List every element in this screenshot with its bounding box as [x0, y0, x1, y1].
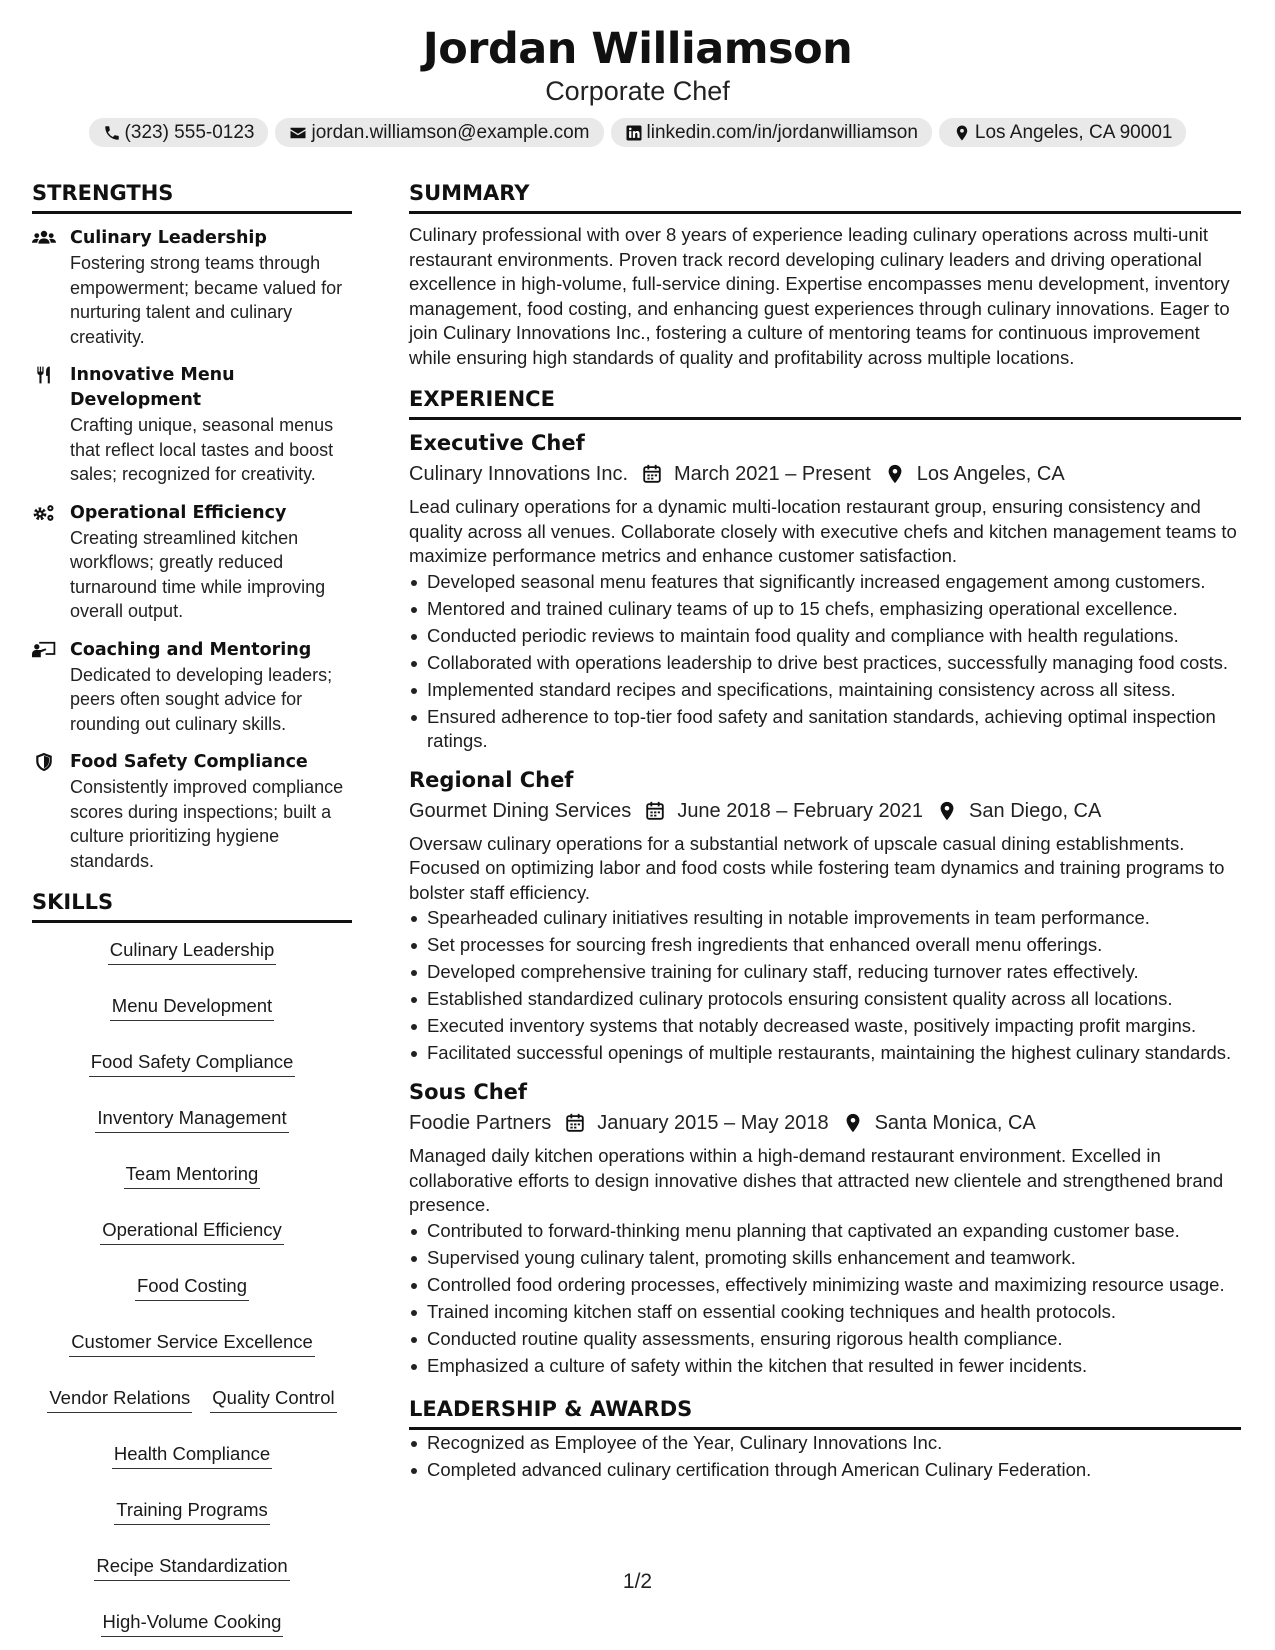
- job-bullets: [409, 1219, 1241, 1378]
- job-location: Santa Monica, CA: [874, 1112, 1036, 1134]
- job-meta: [409, 796, 1241, 826]
- strength-text: Crafting unique, seasonal menus that reflect local tastes and boost sales; recognized for creativity.: [70, 415, 334, 484]
- skill-tag: Menu Development: [110, 993, 274, 1021]
- job-bullet: Controlled food ordering processes, effectively minimizing waste and maximizing resource usage.: [409, 1273, 1241, 1297]
- strengths-heading: STRENGTHS: [32, 178, 352, 214]
- job-bullet: Ensured adherence to top-tier food safety and sanitation standards, achieving optimal inspection ratings.: [409, 705, 1241, 753]
- map-pin-icon: [953, 124, 971, 142]
- skill-tag: Food Safety Compliance: [89, 1049, 296, 1077]
- left-column: [32, 178, 352, 1637]
- job-dates: March 2021 – Present: [674, 463, 871, 485]
- envelope-icon: [289, 124, 307, 142]
- leadership-heading: LEADERSHIP & AWARDS: [409, 1394, 1241, 1430]
- job-bullet: Trained incoming kitchen staff on essential cooking techniques and health protocols.: [409, 1300, 1241, 1324]
- job-bullet: Collaborated with operations leadership to drive best practices, successfully managing food costs.: [409, 651, 1241, 675]
- contact-location-text: Los Angeles, CA 90001: [974, 121, 1173, 143]
- job-bullet: Mentored and trained culinary teams of up to 15 chefs, emphasizing operational excellence.: [409, 597, 1241, 621]
- job-bullet: Conducted routine quality assessments, ensuring rigorous health compliance.: [409, 1327, 1241, 1351]
- job-role: Regional Chef: [409, 767, 574, 792]
- skills-list: [32, 937, 352, 1637]
- job-entry: [409, 765, 1241, 1066]
- strength-item: [32, 226, 352, 349]
- job-role: Executive Chef: [409, 431, 585, 455]
- strength-item: [32, 638, 352, 737]
- strength-title: Culinary Leadership: [70, 228, 267, 248]
- contact-email[interactable]: [275, 118, 603, 147]
- candidate-title: Corporate Chef: [545, 76, 730, 106]
- page-number: 1/2: [622, 1570, 653, 1593]
- job-bullet: Conducted periodic reviews to maintain food quality and compliance with health regulations.: [409, 624, 1241, 648]
- job-role: Sous Chef: [409, 1080, 528, 1104]
- strength-text: Consistently improved compliance scores during inspections; built a culture prioritizing hygiene standards.: [70, 777, 344, 871]
- skill-tag: Team Mentoring: [124, 1161, 261, 1189]
- skill-tag: Culinary Leadership: [108, 937, 277, 965]
- job-bullet: Emphasized a culture of safety within the kitchen that resulted in fewer incidents.: [409, 1354, 1241, 1378]
- strength-text: Dedicated to developing leaders; peers often sought advice for rounding out culinary skills.: [70, 664, 333, 734]
- strength-title: Operational Efficiency: [70, 502, 287, 523]
- job-bullet: Spearheaded culinary initiatives resulting in notable improvements in team performance.: [409, 906, 1241, 930]
- contact-bar: [0, 118, 1275, 147]
- resume-header: [0, 22, 1275, 147]
- job-description: Managed daily kitchen operations within a high-demand restaurant environment. Excelled in collaborative efforts to design innovative dishes that attracted new clientele and strengthened brand presence.: [409, 1145, 1224, 1215]
- skill-tag: Health Compliance: [112, 1441, 272, 1469]
- map-pin-icon: [935, 800, 959, 822]
- strengths-list: [32, 226, 352, 873]
- strength-title: Food Safety Compliance: [70, 752, 308, 772]
- job-description: Oversaw culinary operations for a substantial network of upscale casual dining establishments. Focused on optimizing labor and food costs while fostering team dynamics and training programs to bolster staff efficiency.: [409, 832, 1225, 903]
- job-bullet: Supervised young culinary talent, promoting skills enhancement and teamwork.: [409, 1246, 1241, 1270]
- job-location: San Diego, CA: [969, 799, 1102, 822]
- skill-tag: Vendor Relations: [47, 1385, 192, 1413]
- candidate-name: Jordan Williamson: [422, 24, 853, 74]
- job-bullet: Executed inventory systems that notably decreased waste, positively impacting profit margins.: [409, 1014, 1241, 1038]
- strength-item: [32, 750, 352, 873]
- map-pin-icon: [883, 463, 907, 485]
- job-bullet: Developed comprehensive training for culinary staff, reducing turnover rates effectively.: [409, 960, 1241, 984]
- job-dates: January 2015 – May 2018: [597, 1112, 829, 1134]
- job-bullet: Established standardized culinary protocols ensuring consistent quality across all locations.: [409, 987, 1241, 1011]
- users-icon: [32, 228, 56, 248]
- job-bullets: [409, 570, 1241, 753]
- linkedin-icon: [625, 124, 643, 142]
- utensils-icon: [32, 365, 56, 385]
- contact-phone[interactable]: [89, 118, 269, 147]
- skill-tag: Recipe Standardization: [94, 1553, 289, 1581]
- skill-tag: High-Volume Cooking: [101, 1609, 284, 1637]
- shield-icon: [32, 752, 56, 772]
- job-bullet: Implemented standard recipes and specifications, maintaining consistency across all sitess.: [409, 678, 1241, 702]
- job-bullet: Set processes for sourcing fresh ingredients that enhanced overall menu offerings.: [409, 933, 1241, 957]
- job-company: Culinary Innovations Inc.: [409, 463, 629, 485]
- gears-icon: [32, 503, 56, 523]
- summary-heading: SUMMARY: [409, 178, 1241, 214]
- job-meta: [409, 1108, 1241, 1138]
- map-pin-icon: [841, 1112, 865, 1134]
- skill-tag: Quality Control: [210, 1385, 336, 1413]
- leadership-item: Completed advanced culinary certification through American Culinary Federation.: [409, 1458, 1241, 1482]
- skill-tag: Training Programs: [114, 1497, 269, 1525]
- job-location: Los Angeles, CA: [916, 463, 1065, 485]
- leadership-list: [409, 1431, 1241, 1482]
- strength-title: Innovative Menu Development: [70, 365, 235, 410]
- calendar-icon: [563, 1112, 587, 1134]
- strength-item: [32, 363, 352, 487]
- contact-linkedin[interactable]: [611, 118, 932, 147]
- phone-icon: [103, 124, 121, 142]
- leadership-item: Recognized as Employee of the Year, Culinary Innovations Inc.: [409, 1431, 1241, 1455]
- contact-phone-text: (323) 555-0123: [124, 121, 255, 143]
- skill-tag: Inventory Management: [95, 1105, 288, 1133]
- job-meta: [409, 459, 1241, 489]
- chalkboard-teacher-icon: [32, 640, 56, 660]
- job-company: Foodie Partners: [409, 1112, 552, 1134]
- job-description: Lead culinary operations for a dynamic multi-location restaurant group, ensuring consistency and quality across all venues. Collaborate closely with executive chefs and kitchen management teams to maximize performance metrics and enhance customer satisfaction.: [409, 496, 1237, 566]
- summary-text: Culinary professional with over 8 years of experience leading culinary operations across multi-unit restaurant environments. Proven track record developing culinary leaders and driving operational excellence in high-volume, full-service dining. Expertise encompasses menu development, inventory management, food costing, and enhancing guest experiences through culinary innovations. Eager to join Culinary Innovations Inc., fostering a culture of mentoring teams for continuous improvement while ensuring high standards of quality and profitability across multiple locations.: [409, 224, 1230, 368]
- job-entry: [409, 428, 1241, 753]
- job-entry: [409, 1077, 1241, 1378]
- job-company: Gourmet Dining Services: [409, 799, 632, 822]
- right-column: [409, 178, 1241, 1485]
- job-bullet: Facilitated successful openings of multiple restaurants, maintaining the highest culinary standards.: [409, 1041, 1241, 1065]
- contact-email-text: jordan.williamson@example.com: [311, 121, 590, 143]
- skill-tag: Customer Service Excellence: [69, 1329, 315, 1357]
- calendar-icon: [640, 463, 664, 485]
- strength-text: Fostering strong teams through empowerment; became valued for nurturing talent and culinary creativity.: [70, 253, 343, 347]
- skill-tag: Operational Efficiency: [100, 1217, 284, 1245]
- job-bullet: Developed seasonal menu features that significantly increased engagement among customers.: [409, 570, 1241, 594]
- contact-location: [939, 118, 1187, 147]
- contact-linkedin-text: linkedin.com/in/jordanwilliamson: [646, 121, 918, 143]
- job-bullets: [409, 906, 1241, 1065]
- strength-item: [32, 501, 352, 624]
- skills-heading: SKILLS: [32, 887, 352, 923]
- job-dates: June 2018 – February 2021: [677, 799, 924, 822]
- calendar-icon: [643, 800, 667, 822]
- strength-text: Creating streamlined kitchen workflows; greatly reduced turnaround time while improving overall output.: [70, 527, 326, 621]
- job-bullet: Contributed to forward-thinking menu planning that captivated an expanding customer base.: [409, 1219, 1241, 1243]
- skill-tag: Food Costing: [135, 1273, 249, 1301]
- strength-title: Coaching and Mentoring: [70, 639, 312, 660]
- experience-heading: EXPERIENCE: [409, 384, 1241, 420]
